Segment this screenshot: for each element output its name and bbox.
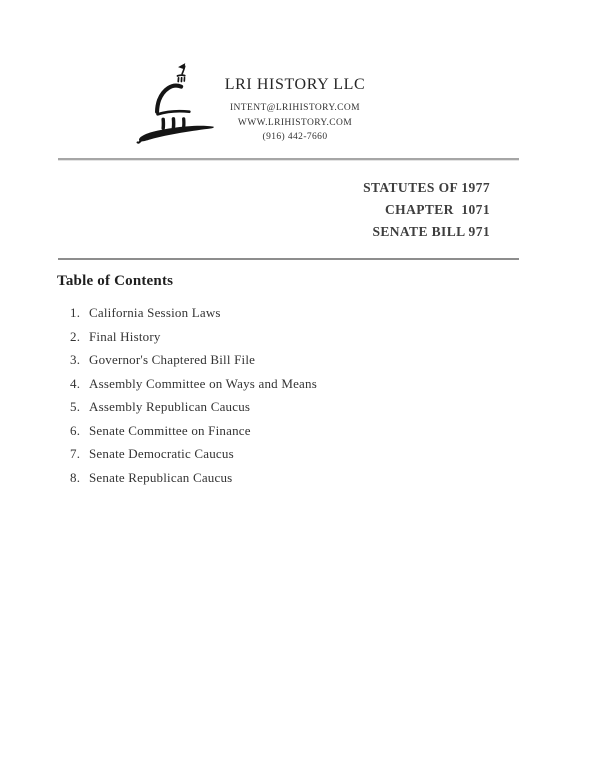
company-name: LRI HISTORY LLC [224,76,366,93]
toc-item-label: Senate Committee on Finance [89,422,251,438]
statutes-line: STATUTES OF 1977 [363,180,490,195]
toc-item [70,471,317,485]
toc-item-number: 5. [70,399,81,414]
letterhead-text [198,76,392,145]
toc-item-label: California Session Laws [89,305,221,320]
toc-item [70,353,317,367]
toc-item-number: 8. [70,469,81,485]
toc-item-number: 4. [70,375,81,391]
toc-item-label: Senate Democratic Caucus [89,446,234,461]
toc-item-label: Governor's Chaptered Bill File [89,352,256,367]
toc-item [70,306,317,320]
toc-item [70,330,317,344]
toc-item-number: 6. [70,422,81,438]
toc-title: Table of Contents [57,273,174,289]
divider-middle [58,258,519,260]
company-email: INTENT@LRIHISTORY.COM [229,103,360,113]
company-website: WWW.LRIHISTORY.COM [237,117,353,128]
toc-item [70,377,317,391]
toc-item [70,400,317,414]
senate-bill-line: SENATE BILL 971 [372,224,490,239]
toc-item-label: Senate Republican Caucus [89,469,233,485]
toc-item [70,424,317,438]
toc-list [70,306,317,494]
toc-item-label: Final History [89,328,161,344]
chapter-line: CHAPTER 1071 [385,202,490,217]
toc-item-label: Assembly Republican Caucus [89,399,251,414]
reference-block [363,177,490,243]
toc-item-number: 1. [70,305,81,320]
toc-item-number: 2. [70,328,81,344]
toc-item-label: Assembly Committee on Ways and Means [89,375,317,391]
toc-item-number: 7. [70,446,81,461]
divider-top [58,158,519,161]
toc-item [70,447,317,461]
company-phone: (916) 442-7660 [262,132,328,142]
letterhead [0,0,600,150]
toc-item-number: 3. [70,352,81,367]
